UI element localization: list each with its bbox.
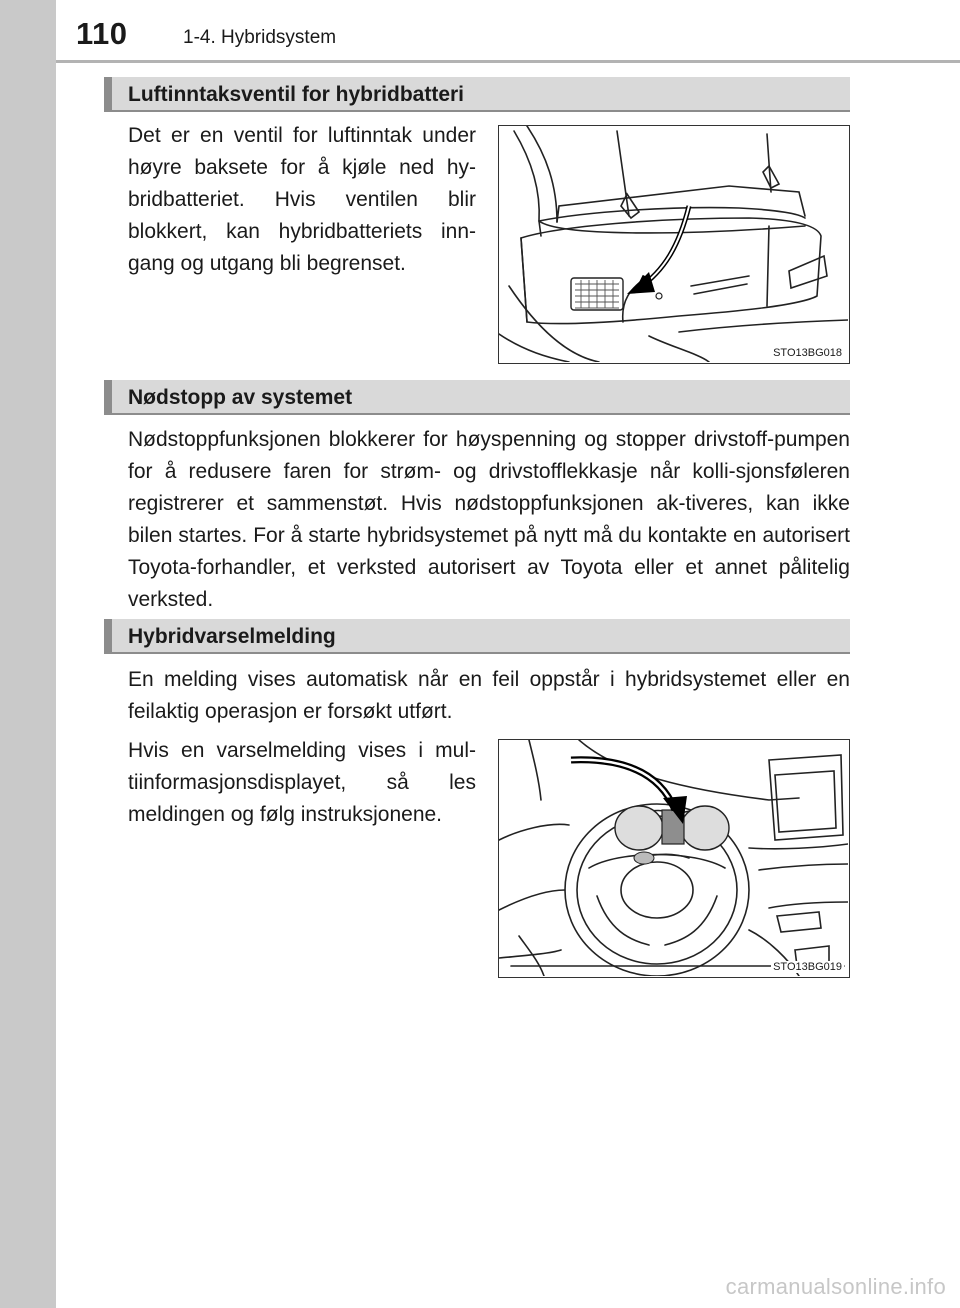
paragraph-warning-instructions: Hvis en varselmelding vises i mul-tiinformasjonsdisplayet, så les meldingen og følg instruksjonene. [128, 739, 476, 826]
page-number: 110 [76, 16, 128, 51]
header-rule [56, 60, 960, 63]
paragraph-air-intake: Det er en ventil for luftinntak under høyre baksete for å kjøle ned hy-bridbatteriet. Hvis ventilen blir blokkert, kan hybridbatteriets inn-gang og utgang bli begrenset. [128, 124, 476, 275]
paragraph-warning-auto: En melding vises automatisk når en feil oppstår i hybridsystemet eller en feilaktig operasjon er forsøkt utført. [128, 668, 850, 723]
chapter-title: 1-4. Hybridsystem [183, 27, 337, 48]
section-heading-text: Hybridvarselmelding [128, 625, 336, 648]
side-tab [0, 0, 56, 1308]
section-heading-air-intake [104, 77, 850, 112]
figure-multi-info-display [498, 739, 850, 978]
dashboard-illustration [499, 740, 848, 976]
watermark-text: carmanualsonline.info [725, 1274, 946, 1299]
section-heading-emergency-stop [104, 380, 850, 415]
paragraph-emergency-stop: Nødstoppfunksjonen blokkerer for høyspenning og stopper drivstoff-pumpen for å redusere faren for strøm- og drivstofflekkasje når kolli-sjonsføleren registrerer et sammenstøt. Hvis nødstoppfunksjonen ak-tiveres, kan ikke bilen startes. For å starte hybridsystemet på nytt må du kontakte en autorisert Toyota-forhandler, et verksted autorisert av Toyota eller et annet pålitelig verksted. [128, 428, 850, 611]
figure-code: STO13BG019 [773, 961, 842, 973]
section-heading-warning-message [104, 619, 850, 654]
figure-rear-seat-vent [498, 125, 850, 364]
section-heading-text: Nødstopp av systemet [128, 386, 353, 409]
section-heading-text: Luftinntaksventil for hybridbatteri [128, 83, 465, 106]
figure-code: STO13BG018 [773, 347, 842, 359]
rear-seat-illustration [499, 126, 848, 362]
